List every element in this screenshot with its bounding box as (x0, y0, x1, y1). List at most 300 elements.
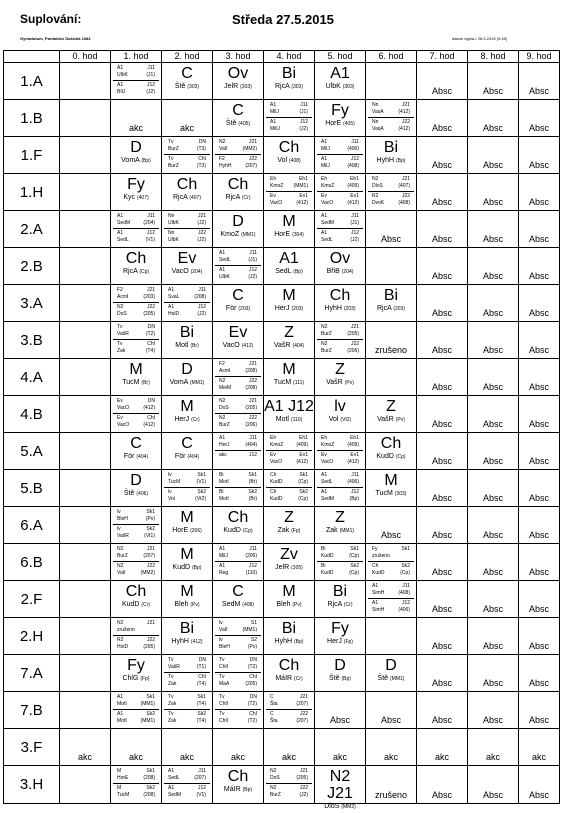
group-room: (208) (245, 385, 257, 391)
subject-code: C (232, 102, 244, 119)
cell-content (417, 544, 467, 580)
teacher-name: Vol (328, 416, 339, 423)
group-name: J21 (146, 546, 155, 552)
schedule-cell (366, 470, 417, 507)
lesson-block (213, 583, 263, 609)
teacher-name: Ště (174, 83, 186, 90)
cell-content (213, 507, 263, 543)
group-teacher: MaA (219, 681, 230, 687)
room-code: (206) (190, 528, 202, 534)
group-name: J11 (351, 213, 359, 219)
group-teacher: SedM (168, 792, 182, 798)
teacher-line (264, 527, 314, 535)
group-room: (MM1) (242, 627, 257, 633)
lesson-block (111, 583, 161, 609)
corner-header (4, 51, 60, 63)
group-subject: Tv (117, 324, 123, 330)
group-name: J21 (248, 139, 257, 145)
cell-content (111, 285, 161, 321)
group-teacher: AcmI (117, 294, 129, 300)
group-lesson (215, 619, 261, 636)
cell-content (417, 322, 467, 358)
cell-content (264, 359, 314, 395)
teacher-line (111, 675, 161, 683)
subject-code: D (232, 213, 244, 230)
schedule-cell (111, 137, 162, 174)
schedule-cell (162, 544, 213, 581)
room-code: (Fp) (343, 639, 353, 645)
schedule-cell (162, 359, 213, 396)
schedule-cell (315, 692, 366, 729)
group-lesson (215, 636, 261, 652)
room-code: (405) (238, 121, 251, 127)
schedule-cell (366, 174, 417, 211)
cell-content (111, 322, 161, 358)
lesson-block (264, 583, 314, 609)
cell-content (315, 100, 365, 136)
group-name: Sk1 (146, 768, 155, 774)
teacher-line (111, 490, 161, 498)
cell-content (162, 211, 212, 247)
lesson-block (162, 583, 212, 609)
teacher-line (162, 83, 212, 91)
lesson-block (111, 139, 161, 165)
schedule-cell (519, 285, 560, 322)
class-row (4, 544, 560, 581)
group-subject: A1 (372, 583, 379, 589)
subject-code: Z (335, 361, 345, 378)
schedule-cell (264, 285, 315, 322)
group-name: J21 (248, 361, 257, 367)
lesson-block (162, 65, 212, 91)
class-row (4, 100, 560, 137)
group-lesson (215, 710, 261, 726)
group-teacher: BleH (117, 516, 128, 522)
group-room: (T4) (145, 348, 155, 354)
cell-content (60, 581, 110, 617)
lesson-block (264, 546, 314, 572)
teacher-name: VomA (169, 379, 188, 386)
group-subject: Ev (117, 398, 123, 404)
cell-content (111, 581, 161, 617)
group-lesson (215, 471, 261, 488)
subject-code: Bi (179, 324, 195, 341)
schedule-cell (60, 100, 111, 137)
group-subject: A1 (321, 213, 328, 219)
cell-content (111, 359, 161, 395)
status-word: Absc (431, 271, 452, 281)
status-word: Absc (528, 567, 549, 577)
group-room: (412) (296, 200, 308, 206)
teacher-line (264, 416, 314, 424)
schedule-cell (315, 507, 366, 544)
status-word: Absc (431, 382, 452, 392)
schedule-cell (60, 285, 111, 322)
group-name: J22 (248, 378, 257, 384)
group-subject: Fy (372, 546, 378, 552)
group-subject: lv (117, 509, 121, 515)
cell-content (417, 729, 467, 765)
cell-content (315, 433, 365, 469)
schedule-cell (417, 729, 468, 766)
status-word: Absc (431, 604, 452, 614)
subject-code: Fy (331, 620, 349, 637)
teacher-line (315, 268, 365, 276)
cell-content (315, 63, 365, 99)
lesson-block (162, 176, 212, 202)
room-code: (408) (242, 602, 254, 608)
teacher-name: KmoZ (220, 231, 240, 238)
cell-content (468, 359, 518, 395)
cell-content (519, 692, 559, 728)
cell-content (315, 359, 365, 395)
group-lesson (317, 192, 363, 208)
group-teacher: UlbK (168, 237, 179, 243)
schedule-cell (315, 63, 366, 100)
group-lesson (113, 303, 159, 319)
teacher-line (162, 268, 212, 276)
group-teacher: BurZ (321, 331, 332, 337)
schedule-cell (264, 692, 315, 729)
lesson-block (162, 324, 212, 350)
schedule-cell (111, 766, 162, 804)
group-subject: A1 (372, 600, 379, 606)
room-code: (407) (136, 195, 149, 201)
group-lesson (215, 360, 261, 377)
teacher-name: DloS (324, 803, 340, 810)
group-room: (206) (347, 348, 359, 354)
subject-code: Ev (177, 250, 197, 267)
group-name: Sk2 (350, 563, 359, 569)
schedule-cell (417, 248, 468, 285)
group-teacher: KmoZ (321, 183, 335, 189)
group-name: S1 (250, 620, 257, 626)
schedule-cell (468, 655, 519, 692)
group-room: (T3) (196, 163, 206, 169)
group-lesson (215, 377, 261, 393)
group-name: J11 (198, 768, 206, 774)
cell-content (468, 322, 518, 358)
subject-code: D (181, 361, 193, 378)
schedule-cell (111, 322, 162, 359)
schedule-cell (264, 63, 315, 100)
teacher-name: VacO (222, 342, 240, 349)
group-name: J11 (249, 435, 257, 441)
cell-content (519, 174, 559, 210)
cell-content (111, 655, 161, 691)
schedule-cell (162, 618, 213, 655)
group-subject: A1 (117, 694, 124, 700)
cell-content (417, 211, 467, 247)
lesson-block (264, 139, 314, 165)
cell-content (264, 174, 314, 210)
room-code: (Cr) (343, 602, 353, 608)
teacher-name: Ště (123, 490, 135, 497)
subject-code: D (334, 657, 346, 674)
cell-content (264, 396, 314, 432)
group-lesson (164, 155, 210, 171)
schedule-cell (213, 63, 264, 100)
group-room: (412) (143, 405, 155, 411)
group-lesson (113, 508, 159, 525)
schedule-cell (519, 544, 560, 581)
cell-content (162, 618, 212, 654)
group-lesson (215, 693, 261, 710)
schedule-cell (417, 581, 468, 618)
group-room: (J2) (299, 126, 308, 132)
class-row (4, 248, 560, 285)
group-name: ChI (249, 674, 257, 680)
teacher-name: Ště (225, 120, 237, 127)
schedule-cell (264, 618, 315, 655)
group-subject: Ev (270, 193, 276, 199)
lesson-block (162, 435, 212, 461)
schedule-cell (468, 581, 519, 618)
status-word: Absc (482, 345, 503, 355)
schedule-cell (468, 618, 519, 655)
status-word: Absc (482, 715, 503, 725)
schedule-cell (162, 322, 213, 359)
status-word: Absc (482, 641, 503, 651)
group-name: J12 (350, 156, 359, 162)
group-room: (Cp) (298, 496, 308, 502)
group-teacher: VacO (117, 405, 130, 411)
group-room: (207) (245, 163, 257, 169)
schedule-cell (519, 396, 560, 433)
subject-code: Zv (280, 546, 298, 563)
status-word: Absc (431, 197, 452, 207)
schedule-cell (264, 766, 315, 804)
subject-code: Z (284, 509, 294, 526)
group-name: Sk2 (197, 489, 206, 495)
group-subject: Nn (372, 102, 379, 108)
group-lesson (317, 212, 363, 229)
group-name: Ev1 (299, 452, 308, 458)
group-subject: Tv (219, 694, 225, 700)
group-lesson (164, 710, 210, 726)
class-row (4, 692, 560, 729)
class-label: 3.B (4, 322, 60, 359)
subject-code: Fy (127, 657, 145, 674)
schedule-cell (264, 507, 315, 544)
cell-content (315, 766, 365, 810)
class-row (4, 655, 560, 692)
group-name: J11 (249, 546, 257, 552)
cell-content (366, 507, 416, 543)
schedule-cell (162, 248, 213, 285)
cell-content (519, 766, 559, 803)
teacher-name: RjcA (376, 305, 392, 312)
cell-content (519, 285, 559, 321)
group-room: (205) (143, 311, 155, 317)
teacher-line (111, 453, 161, 461)
status-word: Absc (431, 419, 452, 429)
group-teacher: zrušeno (117, 627, 135, 633)
group-teacher: VacO (321, 459, 334, 465)
cell-content (264, 618, 314, 654)
subject-code: Ch (125, 583, 147, 600)
group-room: (206) (245, 422, 257, 428)
schedule-cell (213, 544, 264, 581)
schedule-cell (162, 507, 213, 544)
room-code: (Cr) (141, 602, 151, 608)
cell-content (264, 766, 314, 803)
schedule-cell (417, 100, 468, 137)
group-teacher: SedL (321, 479, 333, 485)
subject-code: M (180, 509, 194, 526)
status-word: Absc (482, 493, 503, 503)
group-room: (T4) (196, 701, 206, 707)
schedule-cell (468, 63, 519, 100)
group-room: (J2) (350, 237, 359, 243)
class-label: 1.B (4, 100, 60, 137)
group-lesson (164, 138, 210, 155)
group-room: (T2) (145, 331, 155, 337)
group-lesson (317, 340, 363, 356)
schedule-cell (60, 359, 111, 396)
group-teacher: BurZ (270, 792, 281, 798)
group-lesson (113, 286, 159, 303)
schedule-cell (264, 433, 315, 470)
schedule-cell (264, 470, 315, 507)
teacher-name: Zak (277, 527, 290, 534)
group-subject: Tv (117, 341, 123, 347)
cell-content (417, 359, 467, 395)
cell-content (468, 766, 518, 803)
group-subject: N2 (117, 304, 124, 310)
cell-content (264, 100, 314, 136)
cell-content (366, 470, 416, 506)
subject-code: Z (335, 509, 345, 526)
group-room: (T4) (196, 718, 206, 724)
group-teacher: KudD (270, 496, 283, 502)
schedule-cell (519, 211, 560, 248)
cell-content (519, 63, 559, 99)
group-teacher: BurZ (117, 553, 128, 559)
teacher-name: MáIR (275, 675, 293, 682)
group-subject: N2 (270, 768, 277, 774)
cell-content (366, 100, 416, 136)
lesson-block (315, 583, 365, 609)
period-header: 5. hod (315, 51, 366, 63)
class-row (4, 359, 560, 396)
schedule-cell (366, 692, 417, 729)
group-subject: Ev (270, 452, 276, 458)
teacher-name: Bleh (174, 601, 189, 608)
page-title: Suplování: (20, 12, 82, 26)
group-lesson (368, 101, 414, 118)
group-name: J21 (401, 176, 410, 182)
group-lesson (317, 175, 363, 192)
group-teacher: zrušeno (372, 553, 390, 559)
cell-content (468, 285, 518, 321)
group-name: J12 (146, 82, 155, 88)
room-code: (Bp) (294, 639, 304, 645)
schedule-cell (315, 618, 366, 655)
schedule-cell (366, 63, 417, 100)
group-room: (412) (296, 459, 308, 465)
teacher-line (111, 379, 161, 387)
cell-content (162, 655, 212, 691)
period-header: 1. hod (111, 51, 162, 63)
class-label: 6.B (4, 544, 60, 581)
teacher-name: VašR (377, 416, 394, 423)
cell-content (315, 396, 365, 432)
teacher-line (213, 527, 263, 535)
teacher-line (264, 601, 314, 609)
cell-content (417, 618, 467, 654)
schedule-cell (162, 729, 213, 766)
group-teacher: TucM (117, 792, 130, 798)
lesson-block (264, 250, 314, 276)
group-lesson (266, 767, 312, 784)
group-room: (207) (143, 553, 155, 559)
teacher-line (264, 564, 314, 572)
cell-content (417, 396, 467, 432)
class-row (4, 581, 560, 618)
group-room: (Cp) (400, 570, 410, 576)
group-lesson (164, 286, 210, 303)
teacher-line (111, 268, 161, 276)
group-lesson (266, 434, 312, 451)
group-room: (205) (143, 644, 155, 650)
group-teacher: SimH (372, 607, 385, 613)
room-code: (Bp) (141, 158, 151, 164)
teacher-line (264, 83, 314, 91)
group-name: J12 (146, 230, 155, 236)
cell-content (315, 507, 365, 543)
subject-code: N2 J21 (327, 768, 353, 802)
schedule-cell (519, 322, 560, 359)
group-subject: C (270, 711, 274, 717)
lesson-block (264, 65, 314, 91)
schedule-cell (60, 211, 111, 248)
group-name: J11 (249, 250, 257, 256)
schedule-cell (315, 655, 366, 692)
status-word: Absc (431, 530, 452, 540)
group-teacher: ChII (219, 718, 229, 724)
schedule-cell (111, 174, 162, 211)
subject-code: Ov (329, 250, 351, 267)
group-teacher: VaII (219, 627, 228, 633)
group-lesson (164, 673, 210, 689)
lesson-block (162, 620, 212, 646)
schedule-cell (417, 63, 468, 100)
group-lesson (215, 562, 261, 578)
cell-content (519, 211, 559, 247)
group-subject: Ev (321, 452, 327, 458)
teacher-line (162, 453, 212, 461)
schedule-cell (213, 248, 264, 285)
room-code: (303) (342, 84, 355, 90)
group-lesson (215, 266, 261, 282)
group-name: J11 (198, 287, 206, 293)
group-lesson (266, 451, 312, 467)
subject-code: Bi (383, 139, 399, 156)
subject-code: A1 J12 (264, 398, 314, 415)
group-name: Eh1 (350, 176, 359, 182)
schedule-cell (162, 692, 213, 729)
group-subject: Ev (321, 193, 327, 199)
status-word: Absc (482, 197, 503, 207)
schedule-cell (315, 100, 366, 137)
cell-content (315, 322, 365, 358)
group-subject: Eh (270, 176, 277, 182)
group-name: J12 (350, 230, 359, 236)
teacher-name: HorE (172, 527, 189, 534)
status-word: Absc (431, 160, 452, 170)
group-subject: N2 (117, 620, 124, 626)
